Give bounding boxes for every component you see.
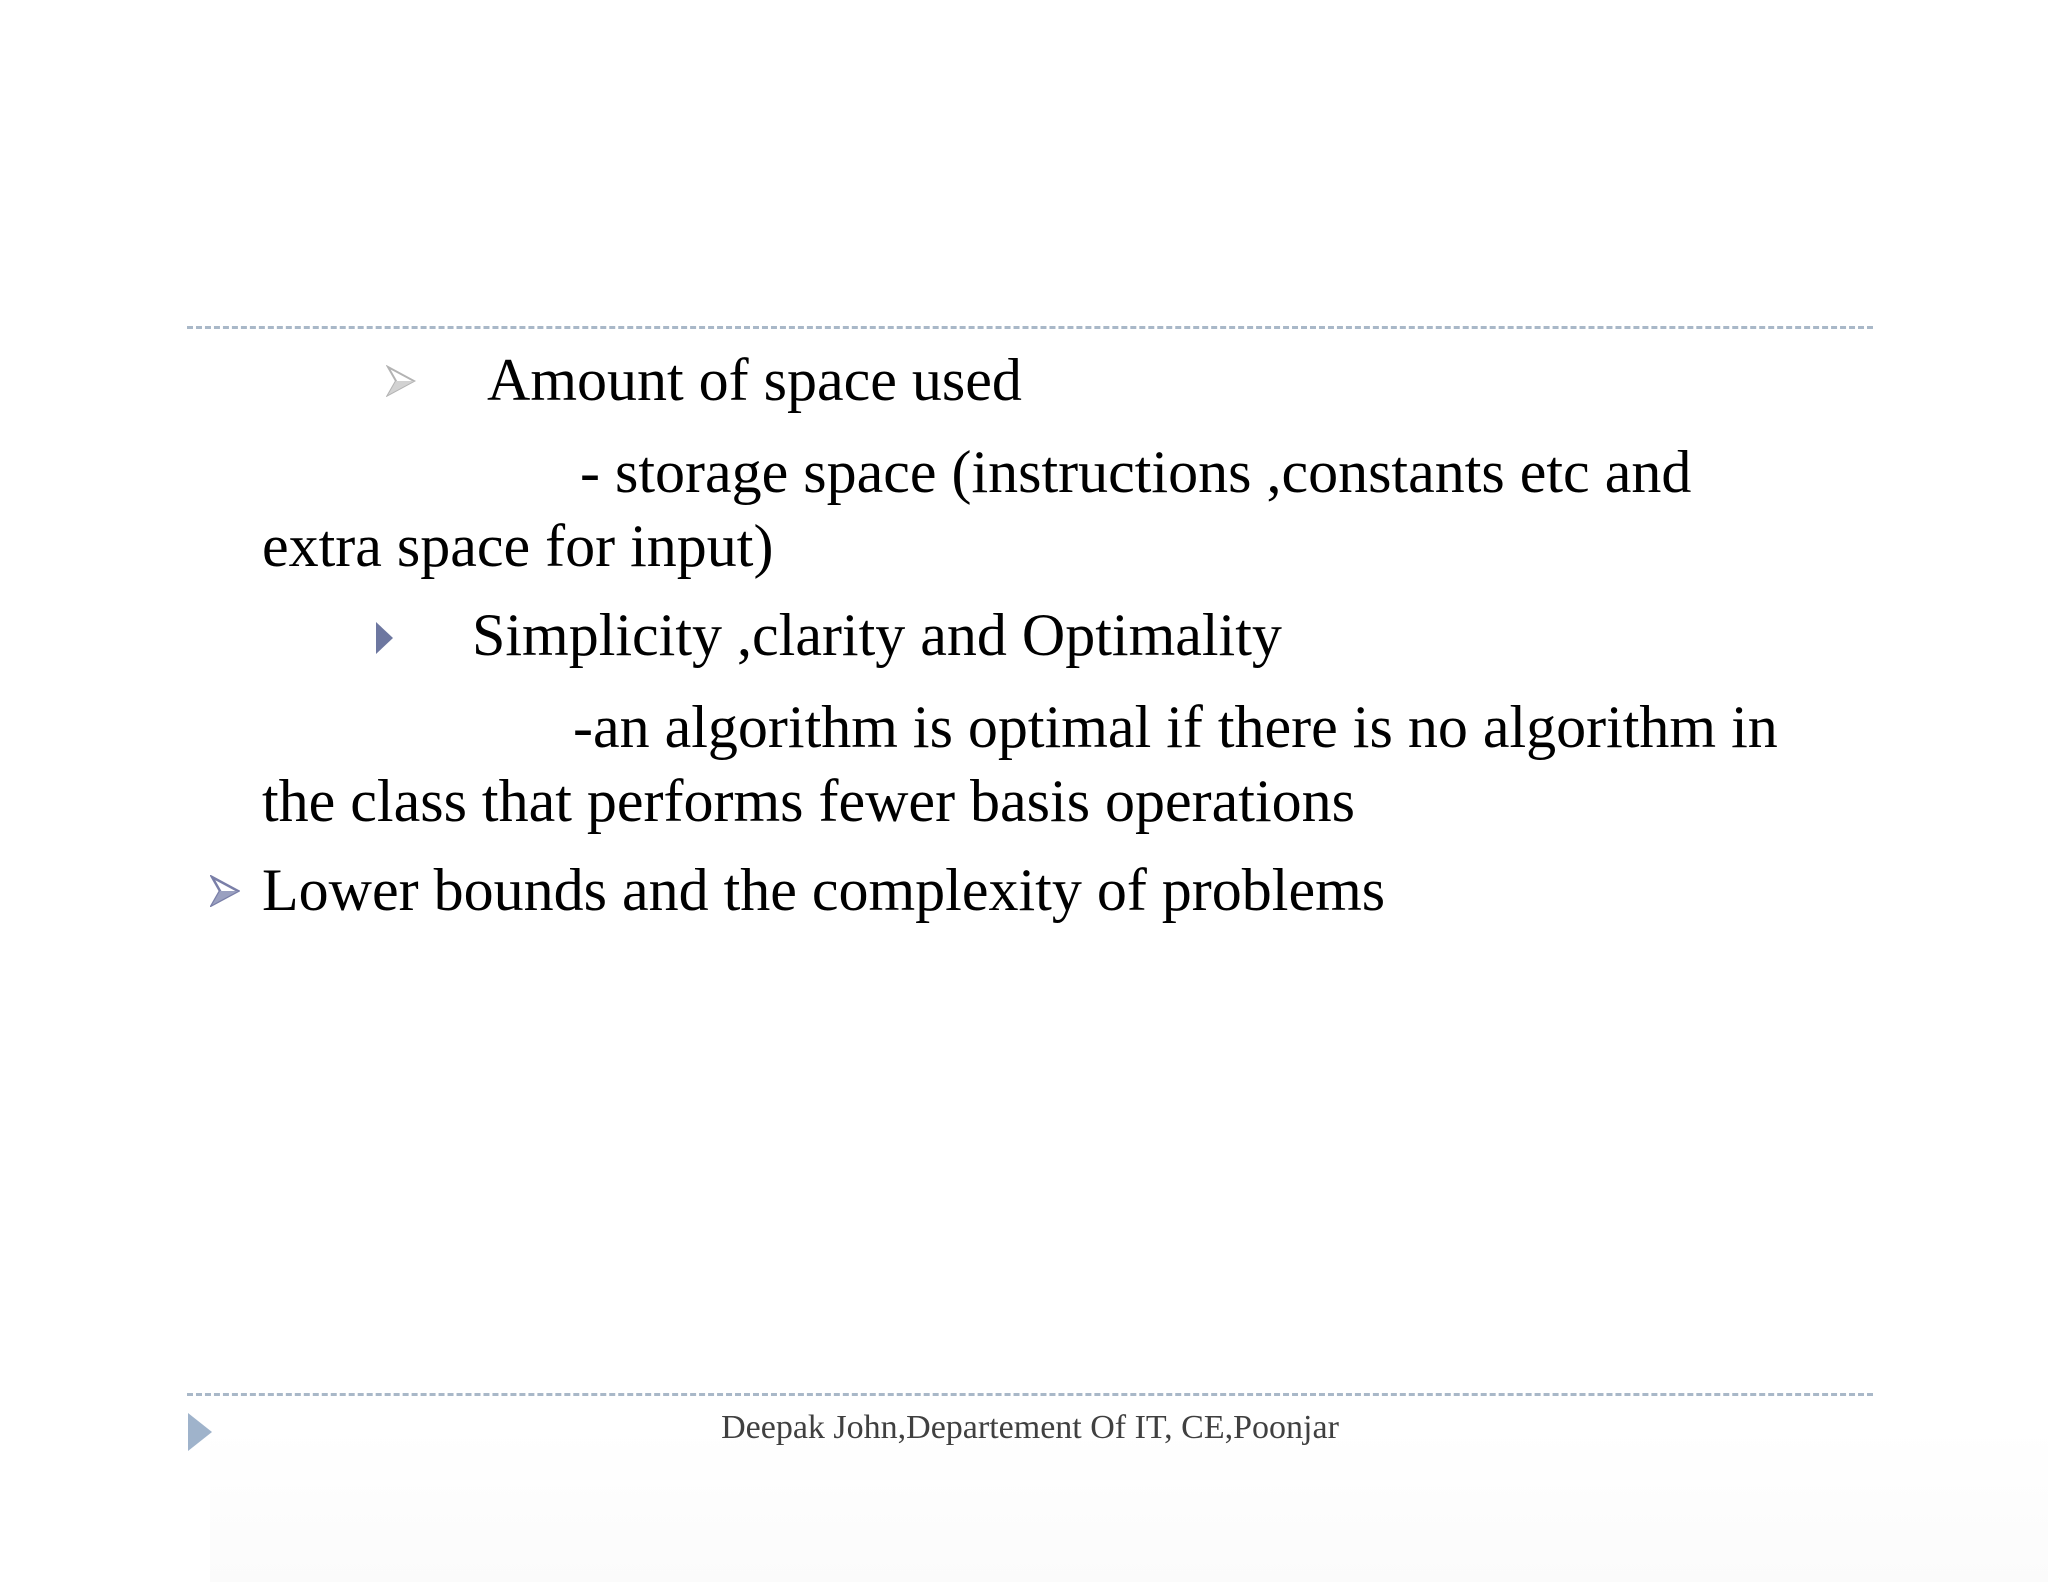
list-item-storage-space: - storage space (instructions ,constants etc and: [580, 439, 1692, 505]
bottom-divider: [187, 1393, 1873, 1396]
footer-band: [210, 1428, 2048, 1582]
list-item-space-used: Amount of space used: [487, 347, 1022, 413]
list-item-lower-bounds: Lower bounds and the complexity of problems: [262, 857, 1386, 923]
footer-credit: [0, 1409, 2048, 1447]
open-arrowhead-bullet-icon: [386, 365, 416, 402]
arrowhead-bullet-icon: [210, 875, 240, 912]
list-item-optimal: -an algorithm is optimal if there is no algorithm in: [573, 694, 1778, 760]
list-item-simplicity: Simplicity ,clarity and Optimality: [472, 602, 1282, 668]
top-divider: [187, 326, 1873, 329]
footer-text: Deepak John,Departement Of IT, CE,Poonjar: [721, 1409, 1339, 1446]
list-item-optimal-cont: the class that performs fewer basis operations: [262, 768, 1355, 834]
triangle-bullet-icon: [375, 620, 395, 661]
list-item-storage-space-cont: extra space for input): [262, 513, 774, 579]
